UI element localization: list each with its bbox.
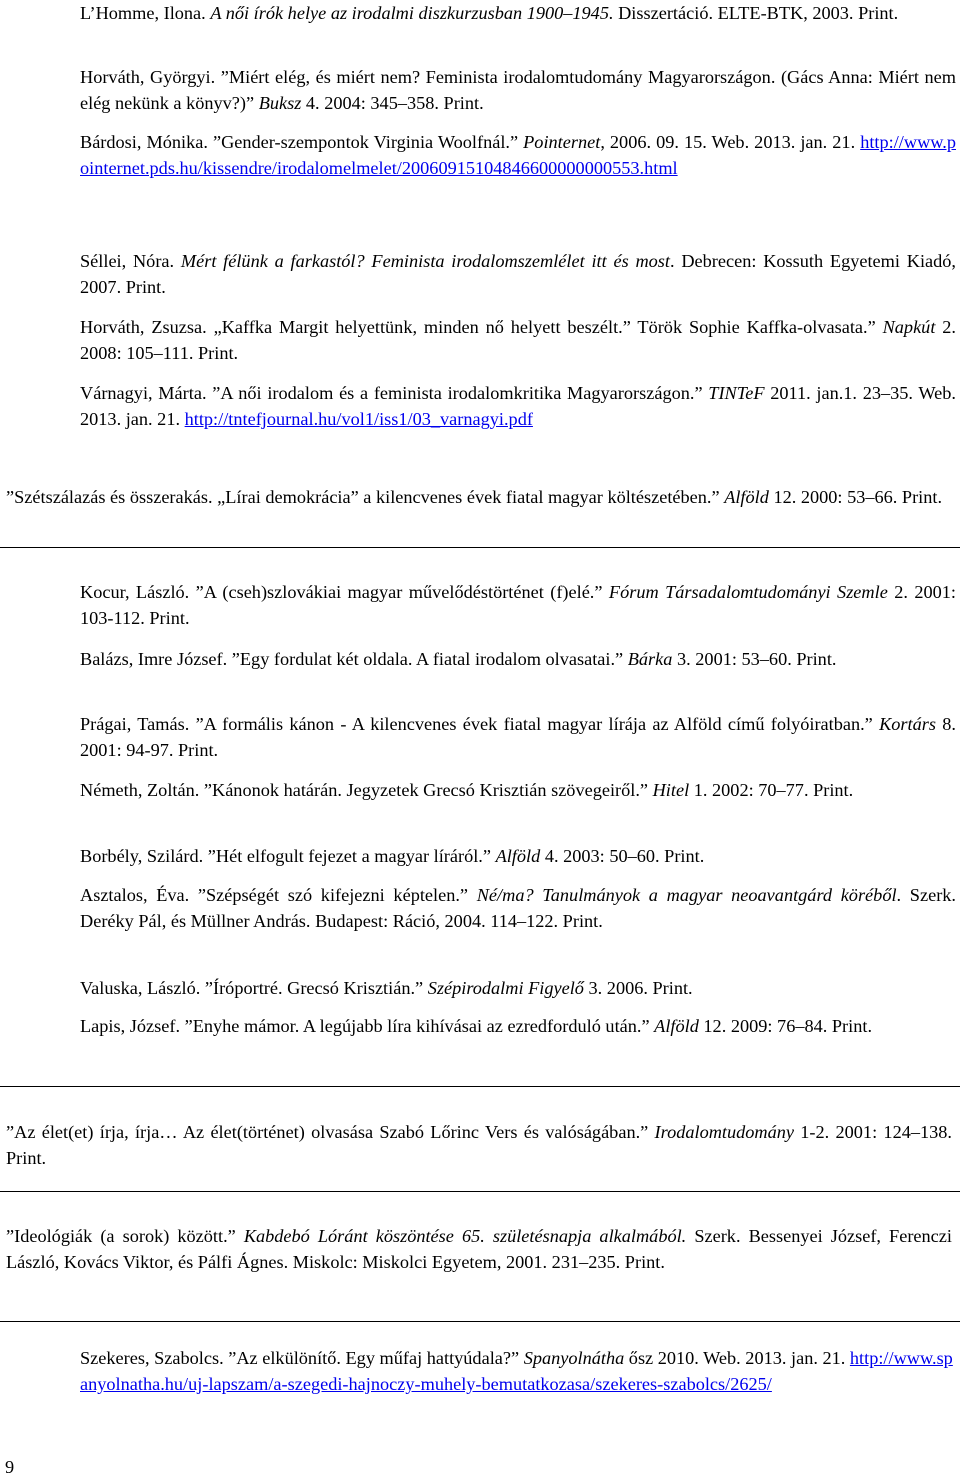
publication-details: 12. 2009: 76–84. Print. — [698, 1016, 873, 1036]
bibliography-entry-lhomme — [80, 0, 956, 26]
work-title: A női írók helye az irodalmi diszkurzusban 1900–1945. — [210, 3, 614, 23]
journal-title: Fórum Társadalomtudományi Szemle — [608, 582, 888, 602]
section-divider — [0, 547, 960, 548]
section-divider — [0, 1191, 960, 1192]
bibliography-entry-horvath-gyorgyi — [80, 64, 956, 116]
article-title: ”Ideológiák (a sorok) között.” — [6, 1226, 244, 1246]
work-title: Mért félünk a farkastól? Feminista irodalomszemlélet itt és most — [180, 251, 670, 271]
url-link[interactable]: http://tntefjournal.hu/vol1/iss1/03_varnagyi.pdf — [184, 409, 533, 429]
url-link[interactable]: http://www.pointernet.pds.hu/kissendre/irodalomelmelet/20060915104846600000000553.html — [80, 132, 956, 178]
publication-details: 2. 2001: 103-112. Print. — [80, 582, 957, 628]
bibliography-entry-lapis — [80, 1013, 956, 1039]
article-title: ”Hét elfogult fejezet a magyar líráról.” — [207, 846, 496, 866]
author: Németh, Zoltán. — [80, 780, 204, 800]
journal-title: Szépirodalmi Figyelő — [427, 978, 584, 998]
bibliography-entry-valuska — [80, 975, 956, 1001]
author: Várnagyi, Márta. — [80, 383, 213, 403]
article-title: ”A (cseh)szlovákiai magyar művelődéstörténet (f)elé.” — [195, 582, 609, 602]
author: Asztalos, Éva. — [80, 885, 198, 905]
book-title: Kabdebó Lóránt köszöntése 65. születésnapja alkalmából. — [243, 1226, 687, 1246]
publication-details: . Szerk. Deréky Pál, és Müllner András. Budapest: Ráció, 2004. 114–122. Print. — [80, 885, 956, 931]
publication-details: , 2006. 09. 15. Web. 2013. jan. 21. — [600, 132, 861, 152]
article-title: ”A formális kánon - A kilencvenes évek fiatal magyar lírája az Alföld című folyóiratban.” — [195, 714, 880, 734]
article-title: ”A női irodalom és a feminista irodalomkritika Magyarországon.” — [212, 383, 709, 403]
article-title: „Kaffka Margit helyettünk, minden nő helyett beszélt.” Török Sophie Kaffka-olvasata.” — [213, 317, 883, 337]
bibliography-entry-asztalos — [80, 882, 956, 934]
bibliography-entry-sellei — [80, 248, 956, 300]
article-title: ”Íróportré. Grecsó Krisztián.” — [204, 978, 428, 998]
journal-title: Alföld — [724, 487, 769, 507]
article-title: ”Az elkülönítő. Egy műfaj hattyúdala?” — [228, 1348, 524, 1368]
bibliography-entry-kocur — [80, 579, 956, 631]
publication-details: 3. 2006. Print. — [583, 978, 693, 998]
author: Kocur, László. — [80, 582, 196, 602]
author: Horváth, Györgyi. — [80, 67, 221, 87]
bibliography-entry-borbely — [80, 843, 956, 869]
publication-details: 8. 2001: 94-97. Print. — [80, 714, 957, 760]
bibliography-entry-varnagyi — [80, 380, 956, 432]
publication-details: 4. 2004: 345–358. Print. — [301, 93, 484, 113]
journal-title: TINTeF — [708, 383, 765, 403]
journal-title: Pointernet — [523, 132, 601, 152]
publication-details: 4. 2003: 50–60. Print. — [540, 846, 705, 866]
journal-title: Alföld — [495, 846, 541, 866]
publication-details: ősz 2010. Web. 2013. jan. 21. — [624, 1348, 850, 1368]
publication-details: 1. 2002: 70–77. Print. — [689, 780, 854, 800]
bibliography-entry-pragai — [80, 711, 956, 763]
author: Bárdosi, Mónika. — [80, 132, 213, 152]
section-divider — [0, 1086, 960, 1087]
section-divider — [0, 1321, 960, 1322]
publication-details: 2. 2008: 105–111. Print. — [80, 317, 956, 363]
journal-title: Alföld — [654, 1016, 699, 1036]
author: Szekeres, Szabolcs. — [80, 1348, 229, 1368]
article-title: ”Szétszálazás és összerakás. „Lírai demokrácia” a kilencvenes évek fiatal magyar költészetében.” — [6, 487, 725, 507]
author: Borbély, Szilárd. — [80, 846, 208, 866]
author: Prágai, Tamás. — [80, 714, 196, 734]
bibliography-entry-az-elet — [6, 1119, 952, 1171]
bibliography-entry-nemeth — [80, 777, 956, 803]
journal-title: Buksz — [258, 93, 302, 113]
publication-details: 3. 2001: 53–60. Print. — [672, 649, 837, 669]
article-title: ”Az élet(et) írja, írja… Az élet(történet) olvasása Szabó Lőrinc Vers és valóságában.” — [6, 1122, 655, 1142]
publication-details: 1-2. 2001: 124–138. Print. — [6, 1122, 952, 1168]
page-number: 9 — [5, 1457, 15, 1477]
article-title: ”Enyhe mámor. A legújabb líra kihívásai az ezredforduló után.” — [184, 1016, 655, 1036]
bibliography-entry-szekeres — [80, 1345, 956, 1397]
author: Balázs, Imre József. — [80, 649, 232, 669]
bibliography-entry-szetszalazas — [6, 484, 952, 510]
author: Horváth, Zsuzsa. — [80, 317, 214, 337]
journal-title: Napkút — [882, 317, 936, 337]
journal-title: Bárka — [627, 649, 673, 669]
book-title: Né/ma? Tanulmányok a magyar neoavantgárd köréből — [476, 885, 897, 905]
article-title: ”Kánonok határán. Jegyzetek Grecsó Krisztián szövegeiről.” — [203, 780, 653, 800]
publication-details: Disszertáció. ELTE-BTK, 2003. Print. — [613, 3, 899, 23]
journal-title: Kortárs — [879, 714, 936, 734]
bibliography-entry-balazs — [80, 646, 956, 672]
publication-details: 2011. jan.1. 23–35. Web. 2013. jan. 21. — [80, 383, 956, 429]
author: L’Homme, Ilona. — [80, 3, 211, 23]
publication-details: . Debrecen: Kossuth Egyetemi Kiadó, 2007. Print. — [80, 251, 956, 297]
url-link[interactable]: http://www.spanyolnatha.hu/uj-lapszam/a-szegedi-hajnoczy-muhely-bemutatkozasa/szekeres-szabolcs/2625/ — [80, 1348, 953, 1394]
journal-title: Hitel — [652, 780, 690, 800]
article-title: ”Gender-szempontok Virginia Woolfnál.” — [212, 132, 524, 152]
author: Séllei, Nóra. — [80, 251, 181, 271]
journal-title: Spanyolnátha — [523, 1348, 625, 1368]
bibliography-entry-horvath-zsuzsa — [80, 314, 956, 366]
article-title: ”Egy fordulat két oldala. A fiatal irodalom olvasatai.” — [231, 649, 628, 669]
article-title: ”Szépségét szó kifejezni képtelen.” — [197, 885, 477, 905]
author: Valuska, László. — [80, 978, 205, 998]
journal-title: Irodalomtudomány — [654, 1122, 795, 1142]
author: Lapis, József. — [80, 1016, 185, 1036]
bibliography-entry-bardosi — [80, 129, 956, 181]
bibliography-entry-ideologiak — [6, 1223, 952, 1275]
publication-details: 12. 2000: 53–66. Print. — [768, 487, 943, 507]
article-title: ”Miért elég, és miért nem? Feminista irodalomtudomány Magyarországon. (Gács Anna: Miért nem elég nekünk a könyv?)” — [80, 67, 956, 113]
publication-details: Szerk. Bessenyei József, Ferenczi László, Kovács Viktor, és Pálfi Ágnes. Miskolc: Miskolci Egyetem, 2001. 231–235. Print. — [6, 1226, 952, 1272]
